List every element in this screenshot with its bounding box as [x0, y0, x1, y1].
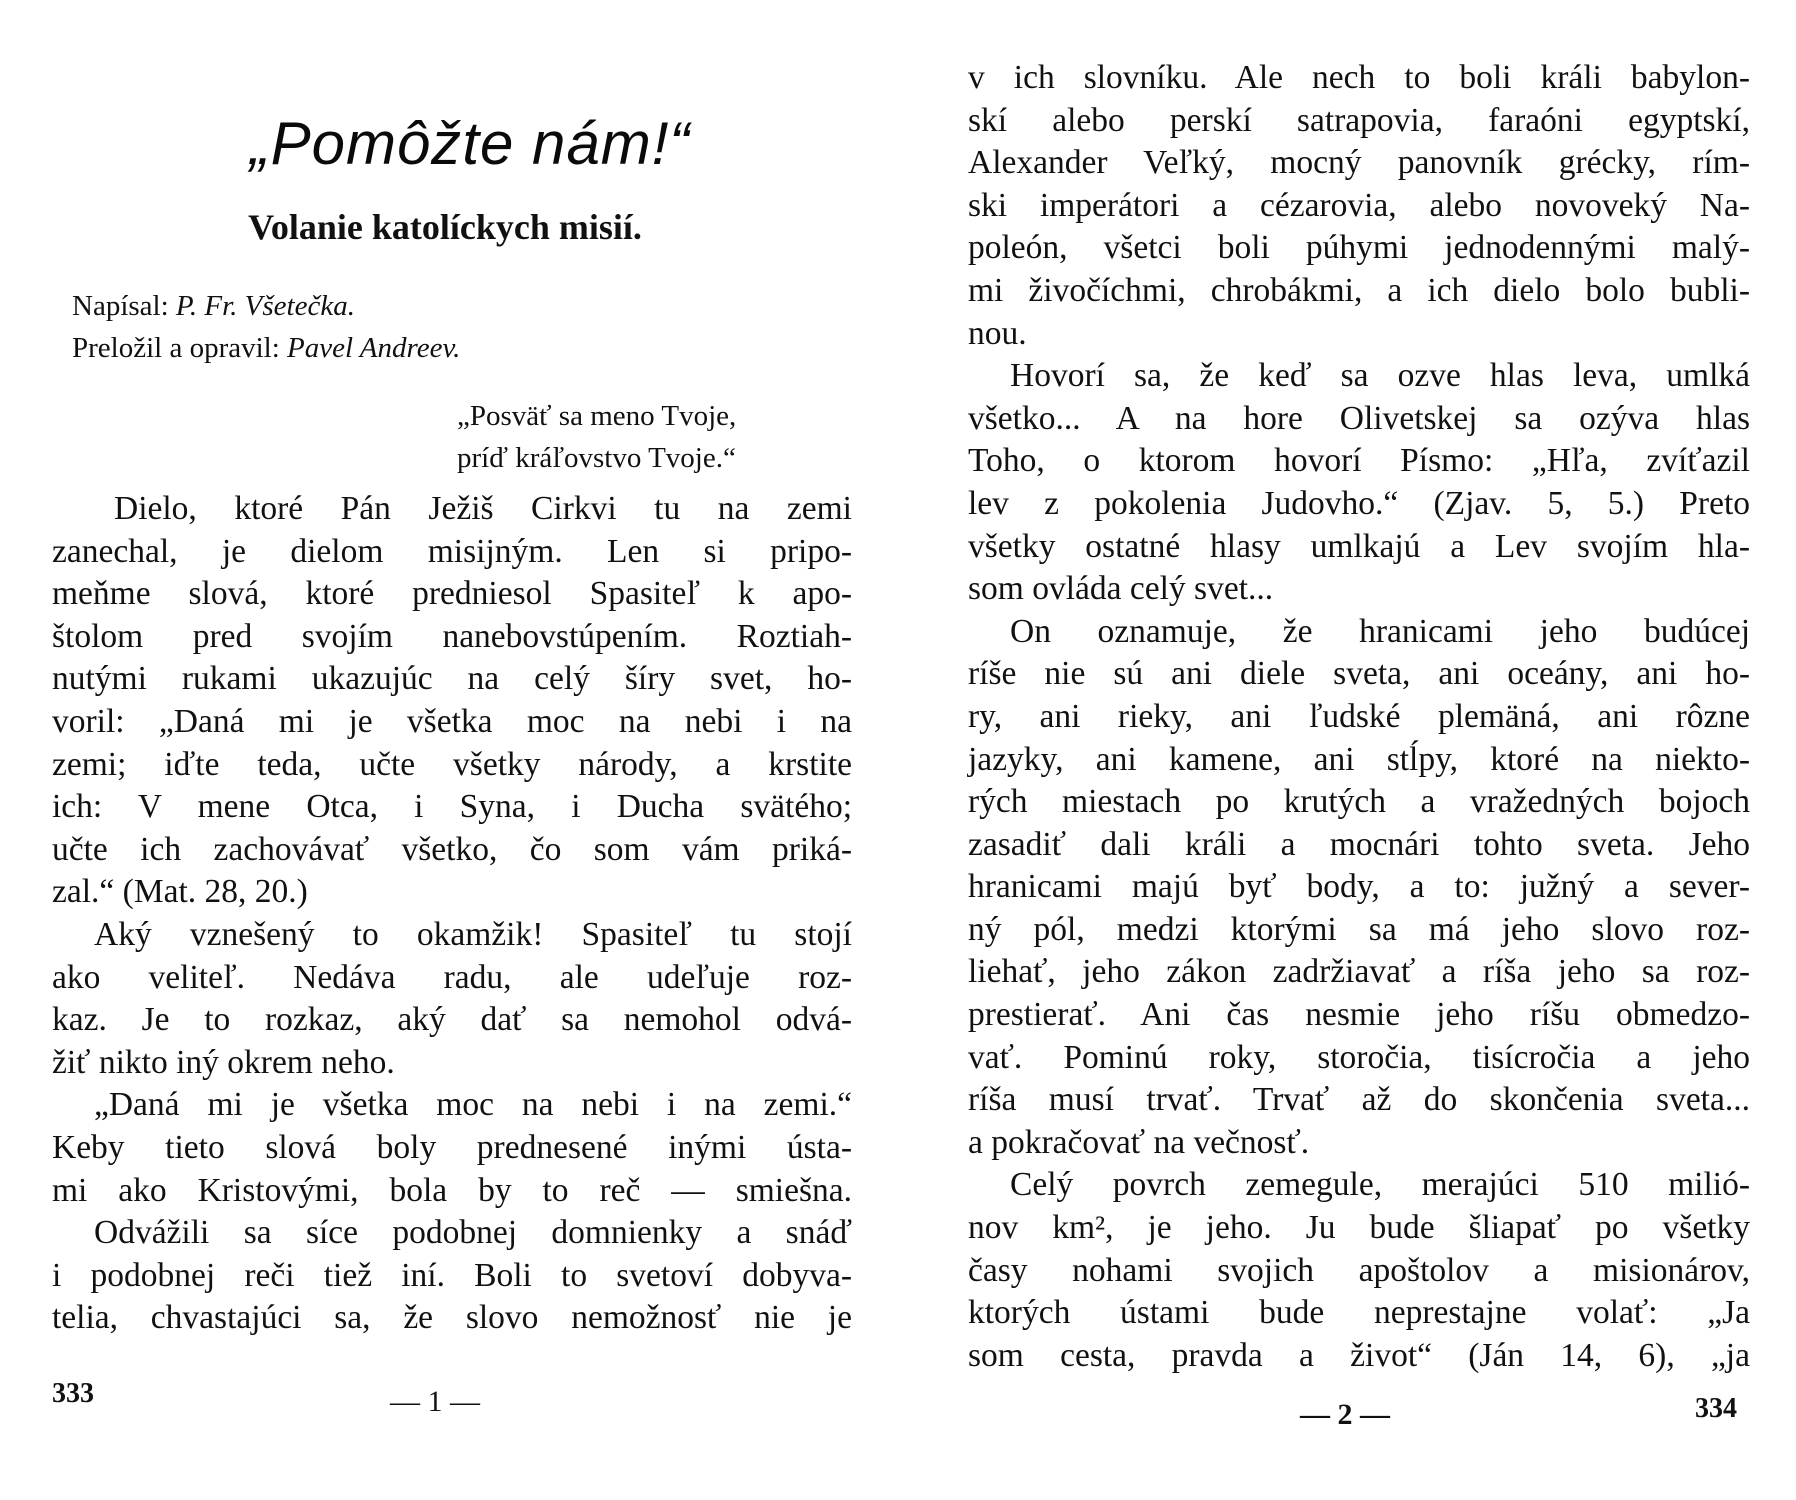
- text-line: ríše nie sú ani diele sveta, ani oceány, ani ho-: [968, 655, 1750, 693]
- text-line: nou.: [968, 314, 1027, 352]
- translator-name: Pavel Andreev.: [287, 332, 461, 364]
- author-name: P. Fr. Všetečka.: [175, 290, 355, 322]
- article-title: „Pomôžte nám!“: [249, 110, 691, 177]
- text-line: vať. Pominú roky, storočia, tisícročia a jeho: [968, 1038, 1750, 1076]
- text-line: nov km², je jeho. Ju bude šliapať po všetky: [968, 1209, 1750, 1247]
- text-line: všetko... A na hore Olivetskej sa ozýva hlas: [968, 399, 1750, 437]
- text-line: a pokračovať na večnosť.: [968, 1123, 1310, 1161]
- text-line: Dielo, ktoré Pán Ježiš Cirkvi tu na zemi: [114, 490, 852, 527]
- epigraph: [457, 395, 736, 479]
- signature-mark: — 2 —: [1300, 1398, 1390, 1431]
- translator-label: Preložil a opravil:: [72, 332, 280, 364]
- text-line: učte ich zachovávať všetko, čo som vám priká-: [52, 830, 852, 868]
- article-subtitle: Volanie katolíckych misií.: [248, 207, 642, 247]
- text-line: ktorých ústami bude neprestajne volať: „Ja: [968, 1294, 1750, 1332]
- page-number: 333: [52, 1378, 94, 1409]
- text-line: zemi; iďte teda, učte všetky národy, a krstite: [52, 745, 852, 783]
- epigraph-line: príď kráľovstvo Tvoje.“: [457, 442, 736, 474]
- text-line: všetky ostatné hlasy umlkajú a Lev svojím hla-: [968, 527, 1750, 565]
- credits: [72, 285, 460, 369]
- page-number: 334: [1695, 1393, 1737, 1424]
- right-column-text: [968, 57, 1750, 1377]
- text-line: jazyky, ani kamene, ani stĺpy, ktoré na niekto-: [968, 740, 1750, 778]
- text-line: ako veliteľ. Nedáva radu, ale udeľuje roz-: [52, 958, 852, 996]
- text-line: hranicami majú byť body, a to: južný a sever-: [968, 868, 1750, 906]
- text-line: kaz. Je to rozkaz, aký dať sa nemohol odvá-: [52, 1001, 852, 1039]
- text-line: i podobnej reči tiež iní. Boli to svetoví dobyva-: [52, 1256, 852, 1294]
- text-line: ich: V mene Otca, i Syna, i Ducha svätého;: [52, 788, 852, 826]
- text-line: lev z pokolenia Judovho.“ (Zjav. 5, 5.) Preto: [968, 484, 1750, 522]
- text-line: ski imperátori a cézarovia, alebo novoveký Na-: [968, 186, 1750, 224]
- text-line: Celý povrch zemegule, merajúci 510 milió-: [1010, 1166, 1750, 1204]
- text-line: zasadiť dali králi a mocnári tohto sveta. Jeho: [968, 825, 1750, 863]
- signature-mark: — 1 —: [390, 1385, 480, 1418]
- text-line: štolom pred svojím nanebovstúpením. Roztiah-: [52, 617, 852, 655]
- text-line: zal.“ (Mat. 28, 20.): [52, 873, 308, 911]
- text-line: som ovláda celý svet...: [968, 570, 1274, 608]
- text-line: nutými rukami ukazujúc na celý šíry svet, ho-: [52, 660, 852, 698]
- text-line: Hovorí sa, že keď sa ozve hlas leva, umlká: [1010, 357, 1750, 395]
- text-line: rých miestach po krutých a vražedných bojoch: [968, 783, 1750, 821]
- text-line: ry, ani rieky, ani ľudské plemäná, ani rôzne: [968, 697, 1750, 735]
- text-line: ríša musí trvať. Trvať až do skončenia sveta...: [968, 1081, 1750, 1119]
- text-line: žiť nikto iný okrem neho.: [52, 1043, 395, 1081]
- text-line: zanechal, je dielom misijným. Len si pripo-: [52, 532, 852, 570]
- left-column-text: [52, 488, 852, 1340]
- text-line: Odvážili sa síce podobnej domnienky a snáď: [94, 1214, 852, 1252]
- text-line: poleón, všetci boli púhymi jednodennými malý-: [968, 229, 1750, 267]
- translator-line: [72, 327, 460, 369]
- text-line: telia, chvastajúci sa, že slovo nemožnosť nie je: [52, 1299, 852, 1337]
- text-line: voril: „Daná mi je všetka moc na nebi i na: [52, 702, 852, 740]
- text-line: On oznamuje, že hranicami jeho budúcej: [1010, 612, 1750, 650]
- text-line: prestierať. Ani čas nesmie jeho ríšu obmedzo-: [968, 996, 1750, 1034]
- text-line: ný pól, medzi ktorými sa má jeho slovo roz-: [968, 910, 1750, 948]
- text-line: „Daná mi je všetka moc na nebi i na zemi.“: [94, 1086, 852, 1124]
- author-line: [72, 285, 460, 327]
- text-line: mi ako Kristovými, bola by to reč — smiešna.: [52, 1171, 852, 1209]
- text-line: Alexander Veľký, mocný panovník grécky, rím-: [968, 144, 1750, 182]
- epigraph-line: „Posväť sa meno Tvoje,: [457, 400, 737, 432]
- text-line: liehať, jeho zákon zadržiavať a ríša jeho sa roz-: [968, 953, 1750, 991]
- text-line: Keby tieto slová boly prednesené inými ústa-: [52, 1128, 852, 1166]
- text-line: časy nohami svojich apoštolov a misionárov,: [968, 1251, 1750, 1289]
- text-line: skí alebo perskí satrapovia, faraóni egyptskí,: [968, 101, 1750, 139]
- text-line: som cesta, pravda a život“ (Ján 14, 6), „ja: [968, 1336, 1750, 1374]
- text-line: v ich slovníku. Ale nech to boli králi babylon-: [968, 59, 1750, 96]
- text-line: Aký vznešený to okamžik! Spasiteľ tu stojí: [94, 915, 852, 953]
- author-label: Napísal:: [72, 290, 169, 322]
- text-line: Toho, o ktorom hovorí Písmo: „Hľa, zvíťazil: [968, 442, 1750, 480]
- text-line: meňme slová, ktoré predniesol Spasiteľ k apo-: [52, 575, 852, 613]
- text-line: mi živočíchmi, chrobákmi, a ich dielo bolo bubli-: [968, 271, 1750, 309]
